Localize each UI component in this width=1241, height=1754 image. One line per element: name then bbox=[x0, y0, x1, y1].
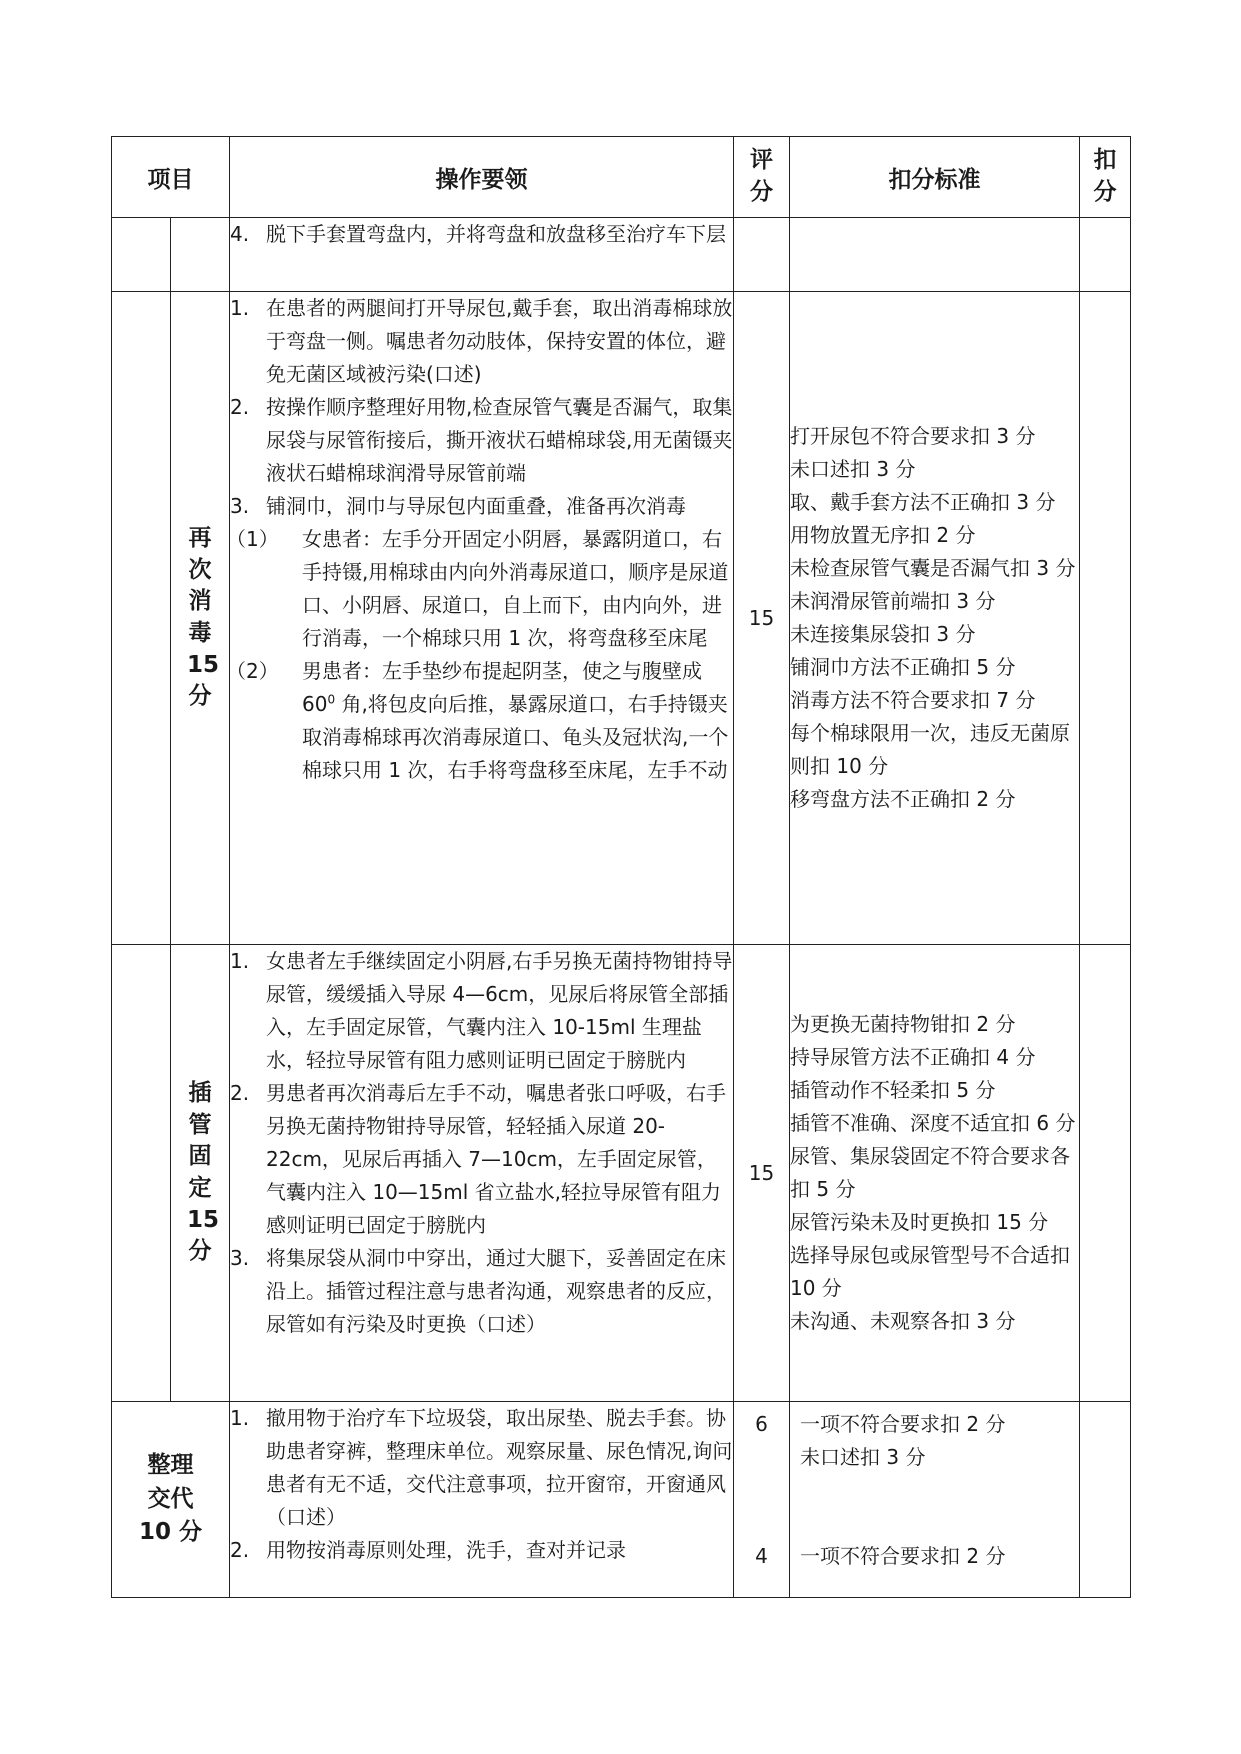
cont-steps bbox=[230, 218, 734, 292]
step-text: 将集尿袋从洞巾中穿出，通过大腿下，妥善固定在床沿上。插管过程注意与患者沟通，观察患者的反应，尿管如有污染及时更换（口述） bbox=[266, 1246, 726, 1336]
sub-step-item bbox=[226, 523, 733, 655]
degree-superscript: 0 bbox=[327, 692, 336, 707]
insert-criteria bbox=[790, 945, 1080, 1402]
criteria-line: 未口述扣 3 分 bbox=[800, 1445, 926, 1469]
header-item: 项目 bbox=[112, 137, 230, 218]
category-line: 交代 bbox=[147, 1485, 194, 1512]
criteria-line: 未连接集尿袋扣 3 分 bbox=[790, 622, 976, 646]
insert-deduct bbox=[1080, 945, 1131, 1402]
cont-score bbox=[734, 218, 790, 292]
criteria-line: 未口述扣 3 分 bbox=[790, 457, 916, 481]
step-number: 2. bbox=[230, 1538, 250, 1562]
header-deduct bbox=[1080, 137, 1131, 218]
tidy-category bbox=[112, 1402, 230, 1598]
step-item bbox=[230, 945, 733, 1077]
cont-cat-cell-a bbox=[112, 218, 171, 292]
step-item bbox=[230, 1242, 733, 1341]
table-row-tidy bbox=[112, 1402, 1131, 1598]
criteria-line: 尿管、集尿袋固定不符合要求各扣 5 分 bbox=[790, 1144, 1070, 1201]
header-row bbox=[112, 137, 1131, 218]
tidy-score-1: 6 bbox=[755, 1412, 768, 1436]
criteria-line: 为更换无菌持物钳扣 2 分 bbox=[790, 1012, 1016, 1036]
criteria-line: 尿管污染未及时更换扣 15 分 bbox=[790, 1210, 1049, 1234]
category-char: 15 bbox=[187, 1206, 220, 1233]
disinfect-cat-blank bbox=[112, 292, 171, 945]
step-number: 2. bbox=[230, 1081, 250, 1105]
table-row-insert bbox=[112, 945, 1131, 1402]
step-number: 1. bbox=[230, 949, 250, 973]
criteria-line: 一项不符合要求扣 2 分 bbox=[800, 1544, 1006, 1568]
header-score-char-2: 分 bbox=[750, 179, 773, 205]
header-deduct-char-2: 分 bbox=[1093, 179, 1117, 205]
cont-cat-cell-b bbox=[171, 218, 230, 292]
category-char: 次 bbox=[188, 556, 212, 583]
step-number: 1. bbox=[230, 296, 250, 320]
step-text: 铺洞巾，洞巾与导尿包内面重叠，准备再次消毒 bbox=[266, 494, 686, 518]
tidy-deduct bbox=[1080, 1402, 1131, 1598]
step-text: 按操作顺序整理好用物,检查尿管气囊是否漏气，取集尿袋与尿管衔接后，撕开液状石蜡棉球袋,用无菌镊夹液状石蜡棉球润滑导尿管前端 bbox=[266, 395, 733, 485]
header-score-char-1: 评 bbox=[750, 147, 773, 174]
step-number: 3. bbox=[230, 1246, 250, 1270]
insert-score: 15 bbox=[734, 945, 790, 1402]
step-text: 男患者再次消毒后左手不动，嘱患者张口呼吸，右手另换无菌持物钳持导尿管，轻轻插入尿道 20-22cm，见尿后再插入 7—10cm，左手固定尿管，气囊内注入 10—15ml 省立盐水,轻拉导尿管有阻力感则证明已固定于膀胱内 bbox=[266, 1081, 726, 1237]
table-row-continuation bbox=[112, 218, 1131, 292]
sub-step-item bbox=[226, 655, 733, 787]
sub-step-text bbox=[302, 655, 733, 787]
category-char: 再 bbox=[188, 524, 212, 551]
step-item bbox=[230, 391, 733, 490]
tidy-steps bbox=[230, 1402, 734, 1598]
table-row-disinfect bbox=[112, 292, 1131, 945]
category-char: 15 bbox=[187, 651, 220, 678]
criteria-line: 一项不符合要求扣 2 分 bbox=[800, 1412, 1006, 1436]
criteria-line: 取、戴手套方法不正确扣 3 分 bbox=[790, 490, 1056, 514]
tidy-criteria bbox=[790, 1402, 1080, 1598]
category-line: 整理 bbox=[147, 1452, 194, 1479]
insert-category bbox=[171, 945, 230, 1402]
category-char: 插 bbox=[188, 1079, 212, 1106]
step-text: 女患者左手继续固定小阴唇,右手另换无菌持物钳持导尿管，缓缓插入导尿 4—6cm，见尿后将尿管全部插入，左手固定尿管，气囊内注入 10-15ml 生理盐水，轻拉导尿管有阻力感则证明已固定于膀胱内 bbox=[266, 949, 733, 1072]
step-text: 在患者的两腿间打开导尿包,戴手套，取出消毒棉球放于弯盘一侧。嘱患者勿动肢体，保持安置的体位，避免无菌区域被污染(口述) bbox=[266, 296, 733, 386]
category-line: 10 分 bbox=[138, 1519, 202, 1546]
sub-step-number: （1） bbox=[226, 527, 279, 551]
insert-cat-blank bbox=[112, 945, 171, 1402]
step-item bbox=[230, 218, 733, 251]
step-item bbox=[230, 1534, 733, 1567]
criteria-line: 持导尿管方法不正确扣 4 分 bbox=[790, 1045, 1036, 1069]
step-number: 2. bbox=[230, 395, 250, 419]
category-char: 消 bbox=[188, 588, 212, 615]
criteria-line: 选择导尿包或尿管型号不合适扣 10 分 bbox=[790, 1243, 1070, 1300]
header-criteria: 扣分标准 bbox=[790, 137, 1080, 218]
step-number: 1. bbox=[230, 1406, 250, 1430]
category-char: 定 bbox=[188, 1175, 212, 1201]
cont-criteria bbox=[790, 218, 1080, 292]
criteria-line: 消毒方法不符合要求扣 7 分 bbox=[790, 688, 1036, 712]
header-deduct-char-1: 扣 bbox=[1093, 147, 1117, 174]
cont-deduct bbox=[1080, 218, 1131, 292]
sub-step-number: （2） bbox=[226, 659, 279, 683]
step-item bbox=[230, 490, 733, 523]
category-char: 毒 bbox=[188, 620, 212, 646]
step-number: 4. bbox=[230, 222, 250, 246]
step-text: 脱下手套置弯盘内，并将弯盘和放盘移至治疗车下层 bbox=[266, 222, 726, 246]
tidy-score bbox=[734, 1402, 790, 1598]
criteria-line: 移弯盘方法不正确扣 2 分 bbox=[790, 787, 1016, 811]
insert-steps bbox=[230, 945, 734, 1402]
criteria-line: 未润滑尿管前端扣 3 分 bbox=[790, 589, 996, 613]
step-number: 3. bbox=[230, 494, 250, 518]
tidy-score-2: 4 bbox=[755, 1544, 768, 1568]
step-text: 用物按消毒原则处理，洗手，查对并记录 bbox=[266, 1538, 626, 1562]
sub-step-text: 女患者：左手分开固定小阴唇，暴露阴道口，右手持镊,用棉球由内向外消毒尿道口，顺序是尿道口、小阴唇、尿道口，自上而下，由内向外，进行消毒，一个棉球只用 1 次，将弯盘移至床尾 bbox=[302, 527, 729, 650]
header-score bbox=[734, 137, 790, 218]
header-procedure: 操作要领 bbox=[230, 137, 734, 218]
criteria-line: 未检查尿管气囊是否漏气扣 3 分 bbox=[790, 556, 1076, 580]
criteria-line: 插管动作不轻柔扣 5 分 bbox=[790, 1078, 996, 1102]
sub-step-text-part: 角,将包皮向后推，暴露尿道口，右手持镊夹取消毒棉球再次消毒尿道口、龟头及冠状沟,一个棉球只用 1 次，右手将弯盘移至床尾，左手不动 bbox=[302, 692, 729, 782]
sub-step-text-part: 男患者：左手垫纱布提起阴茎，使之与腹壁成 60 bbox=[302, 659, 702, 716]
category-char: 固 bbox=[188, 1143, 212, 1170]
disinfect-criteria bbox=[790, 292, 1080, 945]
criteria-line: 未沟通、未观察各扣 3 分 bbox=[790, 1309, 1016, 1333]
category-char: 分 bbox=[188, 1238, 212, 1265]
category-char: 管 bbox=[188, 1111, 212, 1138]
disinfect-score: 15 bbox=[734, 292, 790, 945]
criteria-line: 铺洞巾方法不正确扣 5 分 bbox=[790, 655, 1016, 679]
criteria-line: 用物放置无序扣 2 分 bbox=[790, 523, 976, 547]
criteria-line: 每个棉球限用一次，违反无菌原则扣 10 分 bbox=[790, 721, 1070, 778]
step-item bbox=[230, 292, 733, 391]
disinfect-category bbox=[171, 292, 230, 945]
category-char: 分 bbox=[188, 683, 212, 710]
step-item bbox=[230, 1402, 733, 1534]
criteria-line: 打开尿包不符合要求扣 3 分 bbox=[790, 424, 1036, 448]
scoring-table bbox=[111, 136, 1131, 1598]
disinfect-deduct bbox=[1080, 292, 1131, 945]
criteria-line: 插管不准确、深度不适宜扣 6 分 bbox=[790, 1111, 1076, 1135]
step-item bbox=[230, 1077, 733, 1242]
disinfect-steps bbox=[226, 292, 734, 945]
step-text: 撤用物于治疗车下垃圾袋，取出尿垫、脱去手套。协助患者穿裤，整理床单位。观察尿量、尿色情况,询问患者有无不适，交代注意事项，拉开窗帘，开窗通风（口述） bbox=[266, 1406, 733, 1529]
